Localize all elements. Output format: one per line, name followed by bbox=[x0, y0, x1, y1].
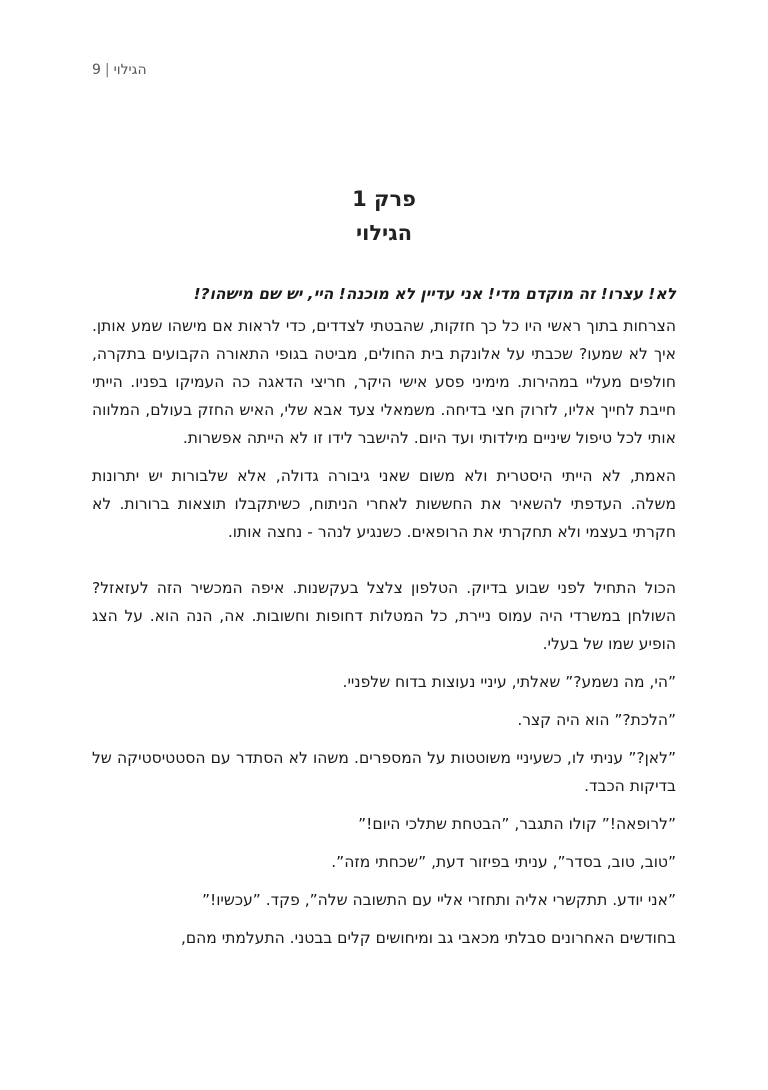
paragraph: האמת, לא הייתי היסטרית ולא משום שאני גיבורה גדולה, אלא שלבורות יש יתרונות משלה. העדפתי להשאיר את החששות לאחרי הניתוח, כשיתקבלו תוצאות ברורות. לא חקרתי בעצמי ולא תחקרתי את הרופאים. כשנגיע לנהר - נחצה אותו. bbox=[92, 467, 676, 541]
chapter-number: פרק 1 bbox=[352, 187, 416, 211]
dialogue-line: ”לאן?” עניתי לו, כשעיניי משוטטות על המספרים. משהו לא הסתדר עם הסטטיסטיקה של בדיקות הכבד. bbox=[92, 749, 676, 795]
dialogue-line: ”אני יודע. תתקשרי אליה ותחזרי אליי עם התשובה שלה”, פקד. ”עכשיו!” bbox=[201, 891, 676, 909]
book-title: הגילוי bbox=[113, 62, 147, 78]
dialogue-line: ”הלכת?” הוא היה קצר. bbox=[517, 711, 676, 729]
header-separator: | bbox=[104, 62, 110, 78]
dialogue-line: ”טוב, טוב, בסדר”, עניתי בפיזור דעת, ”שכחתי מזה”. bbox=[331, 853, 676, 871]
opening-line: לא! עצרו! זה מוקדם מדי! אני עדיין לא מוכנה! היי, יש שם מישהו?! bbox=[193, 285, 676, 303]
paragraph: הצרחות בתוך ראשי היו כל כך חזקות, שהבטתי לצדדים, כדי לראות אם מישהו שמע אותן. איך לא שמעו? שכבתי על אלונקת בית החולים, מביטה בגופי התאורה הקבועים בתקרה, חולפים מעליי במהירות. מימיני פסע אישי היקר, חריצי הדאגה כה העמיקו בפניו. הייתי חייבת לחייך אליו, לזרוק חצי בדיחה. משמאלי צעד אבא שלי, האיש החזק בעולם, המלווה אותי לכל טיפול שיניים מילדותי ועד היום. להישבר לידו זו לא הייתה אפשרות. bbox=[92, 317, 676, 447]
running-header bbox=[92, 62, 147, 78]
dialogue-line: ”הי, מה נשמע?” שאלתי, עיניי נעוצות בדוח שלפניי. bbox=[342, 673, 676, 691]
page-number: 9 bbox=[92, 62, 101, 78]
paragraph: הכול התחיל לפני שבוע בדיוק. הטלפון צלצל בעקשנות. איפה המכשיר הזה לעזאזל? השולחן במשרדי היה עמוס ניירת, כל המטלות דחופות וחשובות. אה, הנה הוא. על הצג הופיע שמו של בעלי. bbox=[92, 579, 676, 653]
chapter-body bbox=[92, 280, 676, 962]
paragraph: בחודשים האחרונים סבלתי מכאבי גב ומיחושים קלים בבטני. התעלמתי מהם, bbox=[180, 929, 676, 947]
chapter-heading bbox=[0, 182, 768, 250]
chapter-title: הגילוי bbox=[355, 221, 413, 245]
dialogue-line: ”לרופאה!” קולו התגבר, ”הבטחת שתלכי היום!” bbox=[358, 815, 676, 833]
